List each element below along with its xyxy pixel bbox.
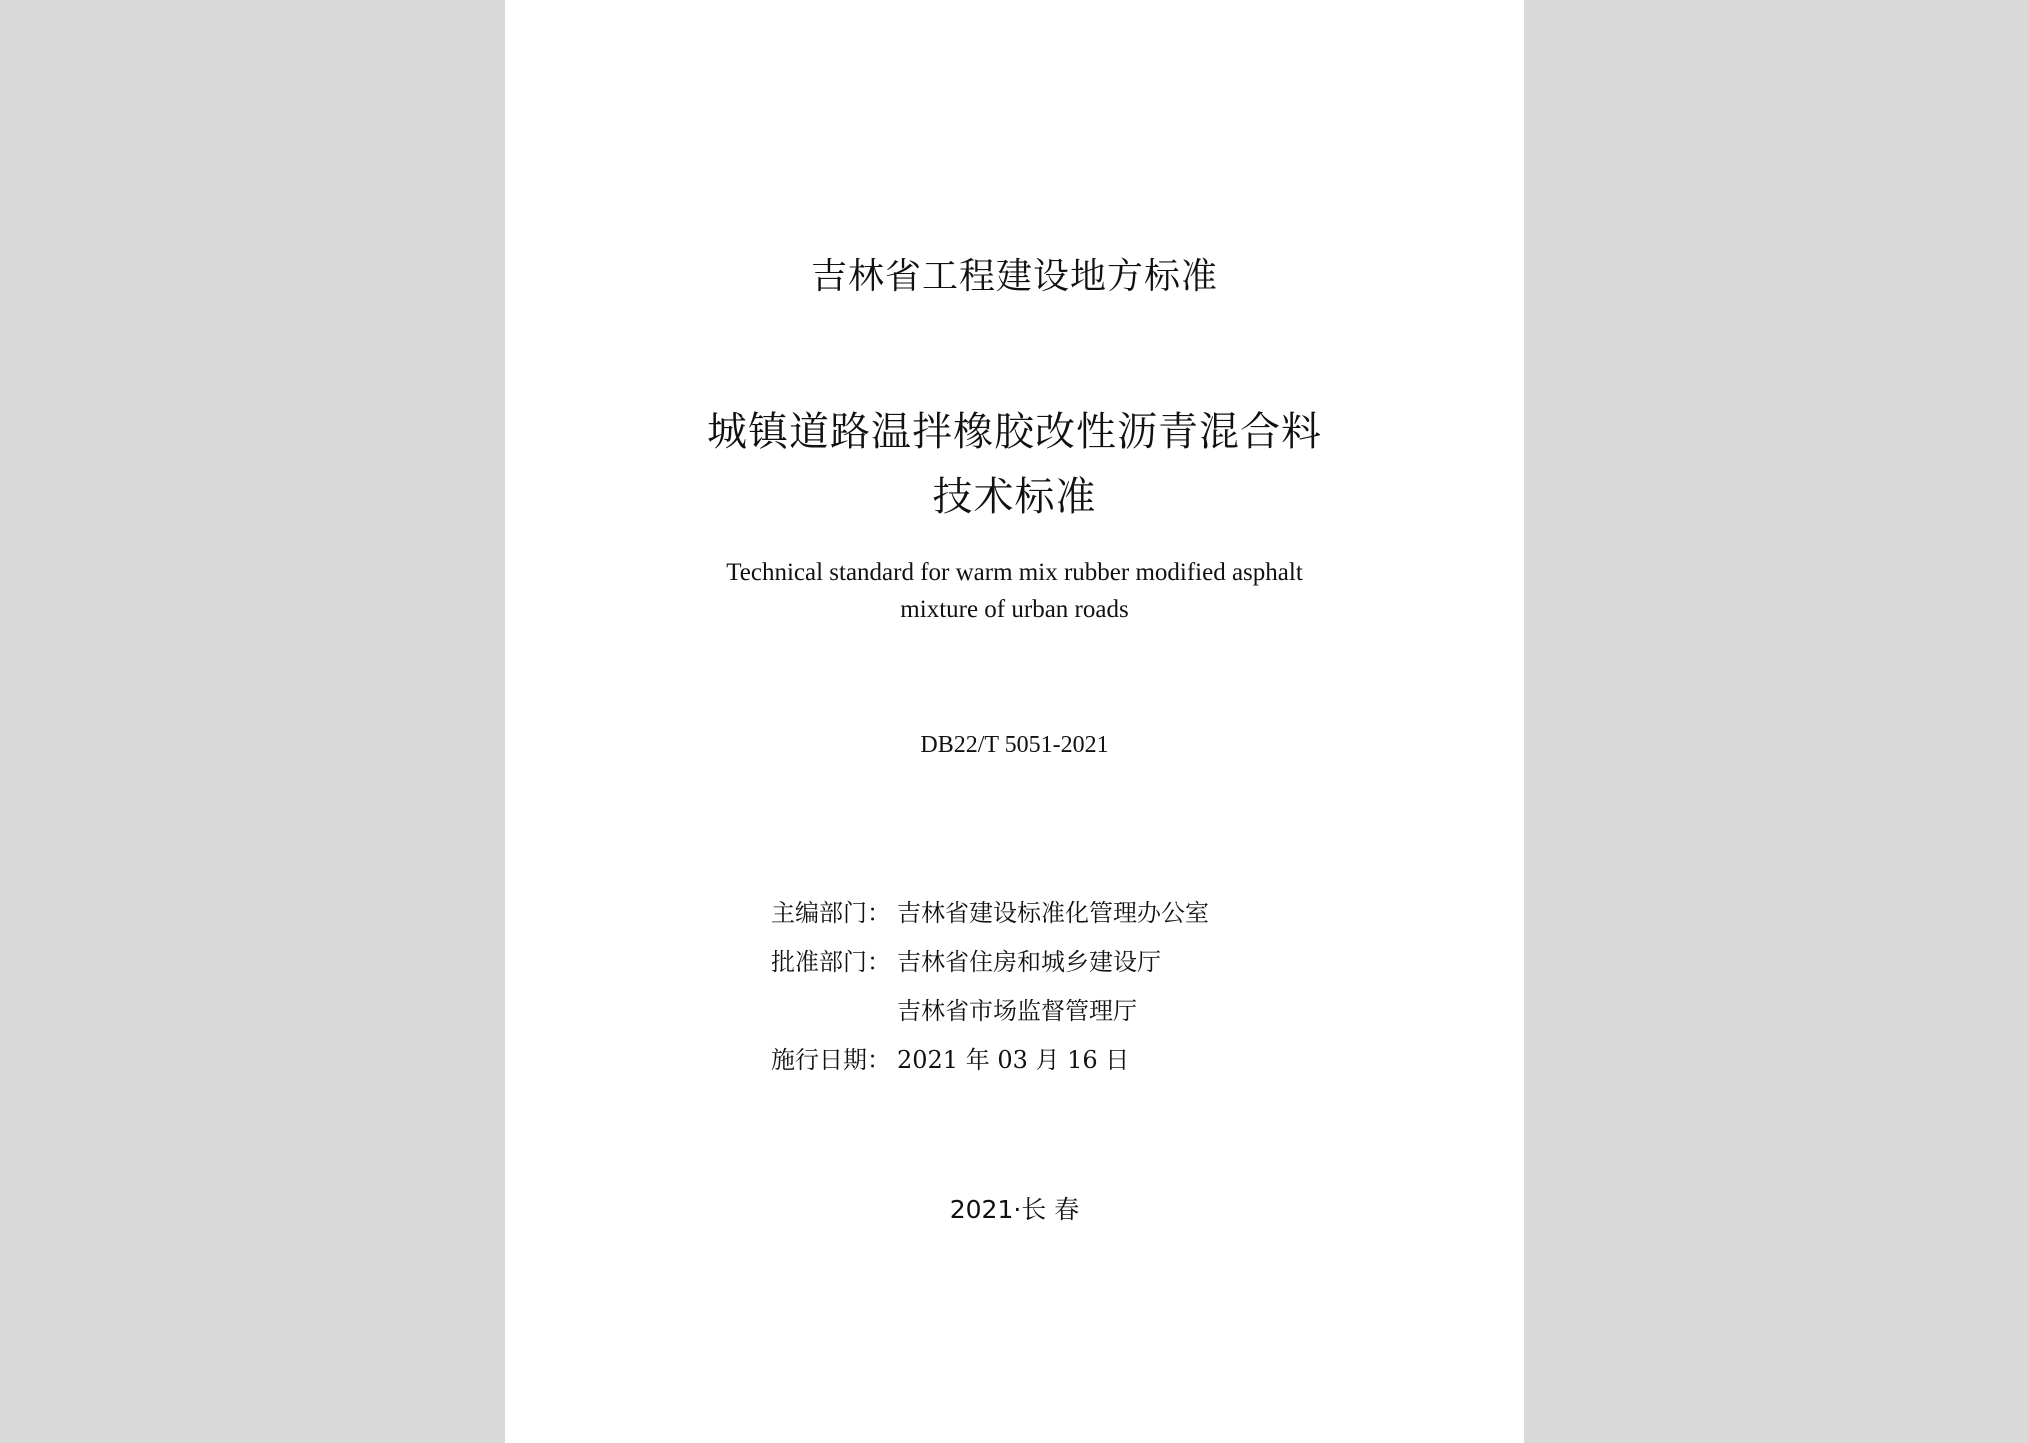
document-page xyxy=(505,0,1524,1443)
info-row-approver-2 xyxy=(771,984,1331,1033)
info-label: 批准部门： xyxy=(771,948,891,976)
publication-info xyxy=(771,886,1331,1082)
publication-place-year: 2021·长 春 xyxy=(949,1195,1080,1224)
title-zh-line-2: 技术标准 xyxy=(932,474,1097,520)
info-value: 吉林省市场监督管理厅 xyxy=(897,997,1137,1025)
info-row-approver xyxy=(771,935,1331,984)
title-en-line-1: Technical standard for warm mix rubber modified asphalt xyxy=(726,559,1303,586)
info-value: 吉林省住房和城乡建设厅 xyxy=(897,948,1161,976)
standard-category: 吉林省工程建设地方标准 xyxy=(810,256,1218,297)
standard-code: DB22/T 5051-2021 xyxy=(920,732,1109,758)
info-label: 施行日期： xyxy=(771,1046,891,1074)
info-label: 主编部门： xyxy=(771,899,891,927)
info-row-effective-date xyxy=(771,1033,1331,1082)
info-value: 吉林省建设标准化管理办公室 xyxy=(897,899,1209,927)
info-value: 2021 年 03 月 16 日 xyxy=(897,1046,1130,1074)
title-zh-line-1: 城镇道路温拌橡胶改性沥青混合料 xyxy=(707,409,1322,455)
info-row-editor xyxy=(771,886,1331,935)
title-en-line-2: mixture of urban roads xyxy=(900,596,1129,623)
